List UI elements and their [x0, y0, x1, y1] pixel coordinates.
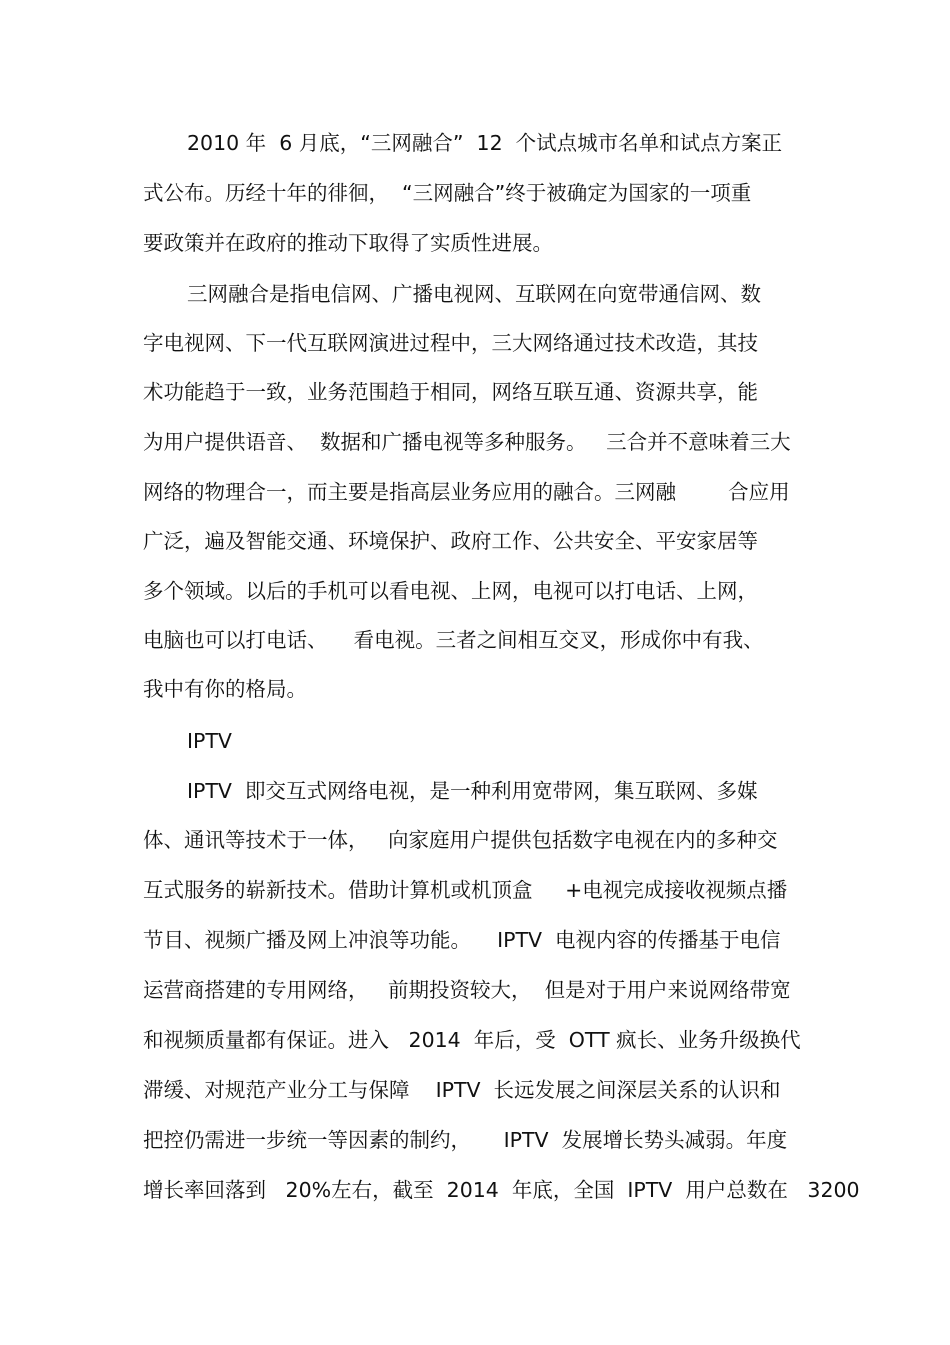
text-line: 式公布。历经十年的徘徊， “三网融合”终于被确定为国家的一项重 — [143, 181, 752, 205]
text-line: 为用户提供语音、 数据和广播电视等多种服务。 三合并不意味着三大 — [143, 430, 791, 454]
text-line: 运营商搭建的专用网络， 前期投资较大， 但是对于用户来说网络带宽 — [143, 978, 791, 1002]
text-line: 电脑也可以打电话、 看电视。三者之间相互交叉，形成你中有我、 — [143, 628, 764, 652]
text-line: 2010 年 6 月底，“三网融合” 12 个试点城市名单和试点方案正 — [187, 131, 783, 155]
text-line: 体、通讯等技术于一体， 向家庭用户提供包括数字电视在内的多种交 — [143, 828, 778, 852]
text-line: IPTV 即交互式网络电视，是一种利用宽带网，集互联网、多媒 — [187, 779, 758, 803]
text-line: 增长率回落到 20%左右，截至 2014 年底，全国 IPTV 用户总数在 3200 — [143, 1178, 860, 1202]
text-line: 字电视网、下一代互联网演进过程中，三大网络通过技术改造，其技 — [143, 331, 758, 355]
text-line: 要政策并在政府的推动下取得了实质性进展。 — [143, 231, 553, 255]
text-line: 三网融合是指电信网、广播电视网、互联网在向宽带通信网、数 — [187, 282, 761, 306]
text-line: 网络的物理合一，而主要是指高层业务应用的融合。三网融 合应用 — [143, 480, 790, 504]
text-line: 滞缓、对规范产业分工与保障 IPTV 长远发展之间深层关系的认识和 — [143, 1078, 781, 1102]
text-line: 术功能趋于一致，业务范围趋于相同，网络互联互通、资源共享，能 — [143, 380, 758, 404]
text-line: 和视频质量都有保证。进入 2014 年后，受 OTT 疯长、业务升级换代 — [143, 1028, 801, 1052]
text-line: 我中有你的格局。 — [143, 677, 307, 701]
section-heading: IPTV — [187, 729, 232, 753]
text-line: 把控仍需进一步统一等因素的制约， IPTV 发展增长势头减弱。年度 — [143, 1128, 788, 1152]
text-line: 互式服务的崭新技术。借助计算机或机顶盒 +电视完成接收视频点播 — [143, 878, 788, 902]
text-line: 广泛，遍及智能交通、环境保护、政府工作、公共安全、平安家居等 — [143, 529, 758, 553]
text-line: 节目、视频广播及网上冲浪等功能。 IPTV 电视内容的传播基于电信 — [143, 928, 781, 952]
text-line: 多个领域。以后的手机可以看电视、上网，电视可以打电话、上网， — [143, 579, 758, 603]
